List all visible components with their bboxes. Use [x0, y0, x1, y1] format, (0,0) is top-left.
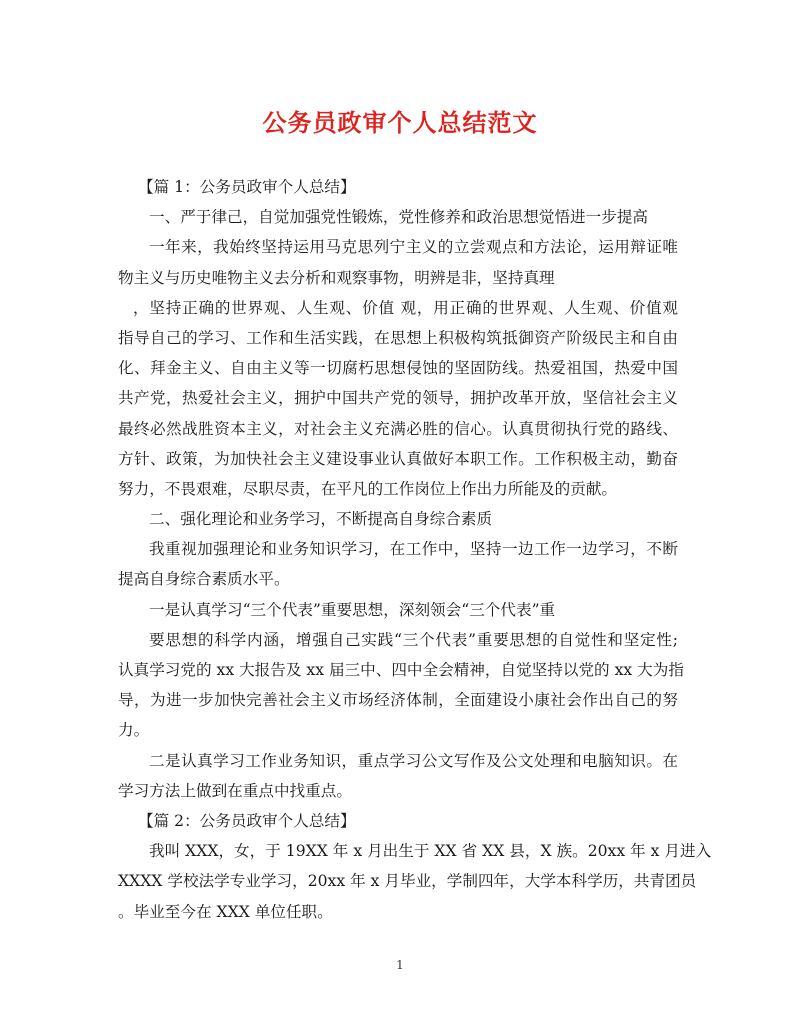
document-title: 公务员政审个人总结范文 [262, 108, 538, 137]
document-body [118, 172, 712, 927]
paragraph-line: 。毕业至今在 XXX 单位任职。 [118, 902, 333, 921]
paragraph-line: 指导自己的学习、工作和生活实践，在思想上积极构筑抵御资产阶级民主和自由 [118, 328, 678, 347]
section-heading: 【篇 1：公务员政审个人总结】 [138, 178, 356, 196]
paragraph-line: 力。 [118, 721, 150, 740]
paragraph-heading: 一、严于律己，自觉加强党性锻炼，党性修养和政治思想觉悟进一步提高 [149, 208, 649, 227]
paragraph-line: 共产党，热爱社会主义，拥护中国共产党的领导，拥护改革开放，坚信社会主义 [118, 389, 678, 408]
paragraph-line: 物主义与历史唯物主义去分析和观察事物，明辨是非，坚持真理 [118, 268, 555, 287]
paragraph-line: 二是认真学习工作业务知识，重点学习公文写作及公文处理和电脑知识。在 [149, 751, 678, 770]
paragraph-heading: 二、强化理论和业务学习，不断提高自身综合素质 [149, 510, 493, 529]
paragraph-line: 最终必然战胜资本主义，对社会主义充满必胜的信心。认真贯彻执行党的路线、 [118, 419, 678, 438]
paragraph-line: 提高自身综合素质水平。 [118, 570, 290, 589]
paragraph-line: 方针、政策，为加快社会主义建设事业认真做好本职工作。工作积极主动，勤奋 [118, 449, 678, 468]
paragraph-line: 学习方法上做到在重点中找重点。 [118, 781, 352, 800]
paragraph-line: ，坚持正确的世界观、人生观、价值 观，用正确的世界观、人生观、价值观 [133, 298, 678, 317]
paragraph-line: XXXX 学校法学专业学习，20xx 年 x 月毕业，学制四年，大学本科学历，共青团员 [118, 872, 697, 891]
paragraph-line: 我重视加强理论和业务知识学习，在工作中，坚持一边工作一边学习，不断 [149, 540, 678, 559]
paragraph-line: 我叫 XXX，女，于 19XX 年 x 月出生于 XX 省 XX 县，X 族。20xx 年 x 月进入 [149, 842, 712, 861]
section-heading: 【篇 2：公务员政审个人总结】 [138, 811, 356, 830]
paragraph-line: 一是认真学习“三个代表”重要思想，深刻领会“三个代表”重 [149, 600, 556, 619]
paragraph-line: 一年来，我始终坚持运用马克思列宁主义的立尝观点和方法论，运用辩证唯 [149, 238, 678, 257]
paragraph-line: 努力，不畏艰难，尽职尽责，在平凡的工作岗位上作出力所能及的贡献。 [118, 479, 618, 498]
page-number: 1 [396, 958, 404, 972]
paragraph-line: 化、拜金主义、自由主义等一切腐朽思想侵蚀的坚固防线。热爱祖国，热爱中国 [118, 359, 678, 378]
paragraph-line: 导，为进一步加快完善社会主义市场经济体制，全面建设小康社会作出自己的努 [118, 691, 678, 710]
paragraph-line: 认真学习党的 xx 大报告及 xx 届三中、四中全会精神，自觉坚持以党的 xx 大为指 [118, 661, 684, 679]
paragraph-line: 要思想的科学内涵，增强自己实践“三个代表”重要思想的自觉性和坚定性; [149, 630, 678, 649]
